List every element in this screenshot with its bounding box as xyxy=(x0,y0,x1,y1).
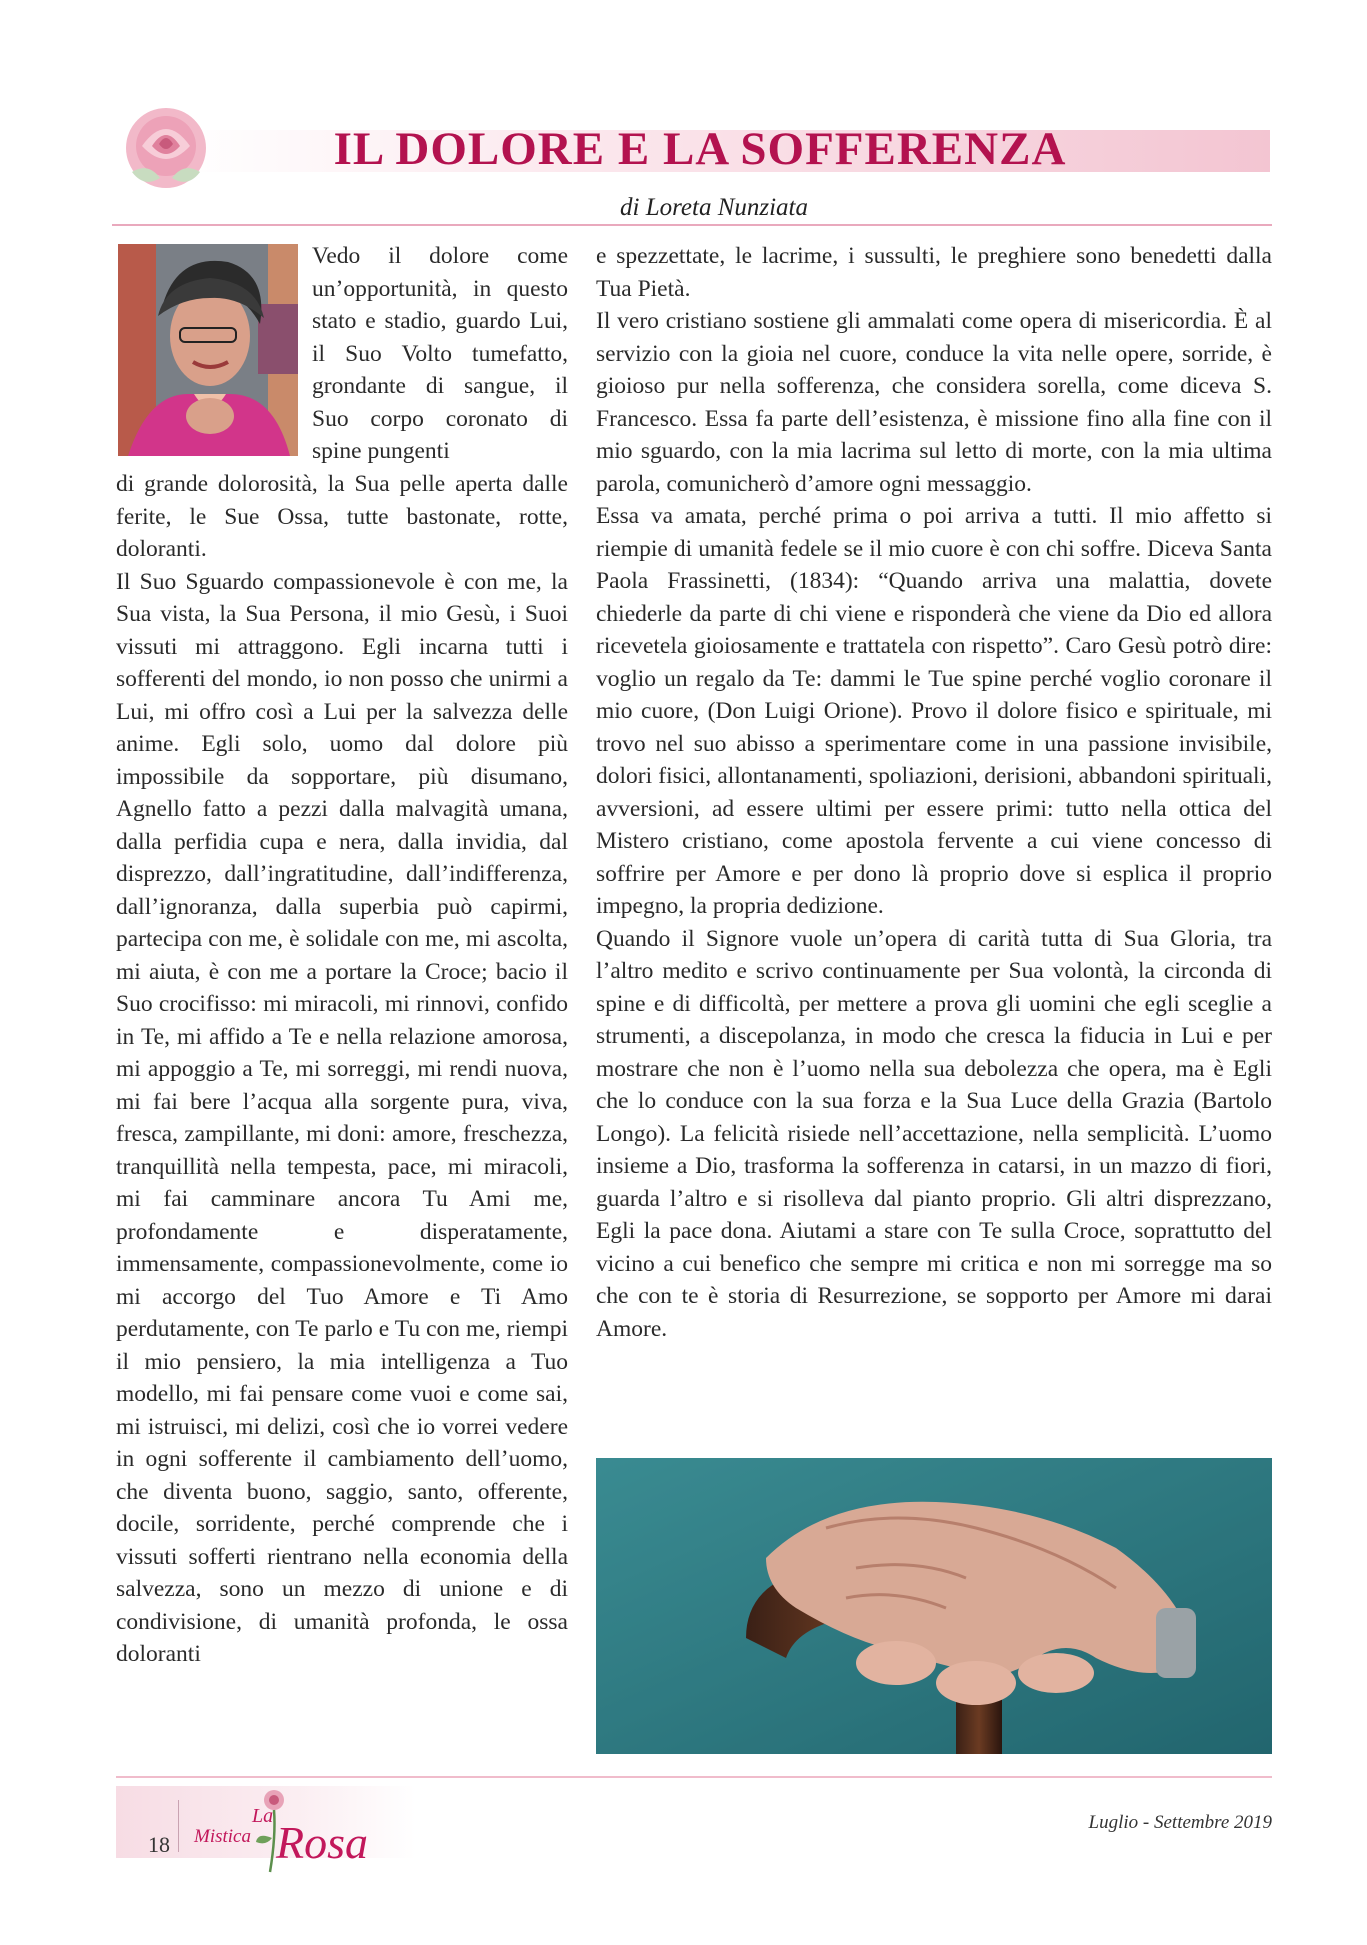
paragraph: di grande dolorosità, la Sua pelle aperta dalle ferite, le Sue Ossa, tutte bastonate, rotte, doloranti. xyxy=(116,471,568,562)
paragraph: Il vero cristiano sostiene gli ammalati come opera di misericordia. È al servizio con la gioia nel cuore, conduce la vita nelle opere, sorride, è gioioso pur nella sofferenza, che considera sorella, come diceva S. Francesco. Essa fa parte dell’esistenza, è missione fino alla fine con il mio sguardo, con la mia lacrima sul letto di morte, con la mia ultima parola, comunicherò d’amore ogni messaggio. xyxy=(596,308,1272,497)
page-number: 18 xyxy=(148,1832,170,1857)
article-column-left xyxy=(116,468,568,1671)
hands-cane-photo xyxy=(596,1458,1272,1754)
logo-la: La xyxy=(252,1805,274,1827)
article-column-right xyxy=(596,240,1272,1345)
issue-date: Luglio - Settembre 2019 xyxy=(1088,1812,1272,1833)
magazine-logo xyxy=(186,1786,426,1876)
paragraph: Vedo il dolore come un’opportunità, in questo stato e stadio, guardo Lui, il Suo Volto tumefatto, grondante di sangue, il Suo corpo coronato di spine pungenti xyxy=(312,243,568,464)
article-column-left-top xyxy=(312,240,568,468)
header-divider xyxy=(112,224,1272,226)
paragraph: Essa va amata, perché prima o poi arriva a tutti. Il mio affetto si riempie di umanità fedele se il mio cuore è con chi soffre. Diceva Santa Paola Frassinetti, (1834): “Quando arriva una malattia, dovete chiederle da parte di chi viene e risponderà che viene da Dio ed allora ricevetela gioiosamente e trattatela con rispetto”. Caro Gesù potrò dire: voglio un regalo da Te: dammi le Tue spine perché voglio coronare il mio cuore, (Don Luigi Orione). Provo il dolore fisico e spirituale, mi trovo nel suo abisso a sperimentare come in una passione invisibile, dolori fisici, allontanamenti, spoliazioni, derisioni, abbandoni spirituali, avversioni, ad essere ultimi per essere primi: tutto nella ottica del Mistero cristiano, come apostola fervente a cui viene concesso di soffrire per Amore e per dono là proprio dove si esplica il proprio impegno, la propria dedizione. xyxy=(596,503,1272,919)
author-photo xyxy=(118,244,298,456)
footer-divider xyxy=(116,1776,1272,1778)
author-byline: di Loreta Nunziata xyxy=(620,194,808,221)
paragraph: Quando il Signore vuole un’opera di carità tutta di Sua Gloria, tra l’altro medito e scrivo continuamente per Sua volontà, la circonda di spine e di difficoltà, per mettere a prova gli uomini che egli sceglie a strumenti, a discepolanza, in modo che cresca la fiducia in Lui e per mostrare che non è l’uomo nella sua debolezza che opera, ma è Egli che lo conduce con la sua forza e la Sua Luce della Grazia (Bartolo Longo). La felicità risiede nell’accettazione, nella semplicità. L’uomo insieme a Dio, trasforma la sofferenza in catarsi, in un mazzo di fiori, guarda l’altro e si risolleva dal pianto proprio. Gli altri disprezzano, Egli la pace dona. Aiutami a stare con Te sulla Croce, soprattutto del vicino a cui benefico che sempre mi critica e non mi sorregge ma so che con te è storia di Resurrezione, se sopporto per Amore mi darai Amore. xyxy=(596,925,1272,1342)
logo-mistica: Mistica xyxy=(194,1826,251,1847)
footer-separator xyxy=(178,1800,179,1852)
paragraph: e spezzettate, le lacrime, i sussulti, le preghiere sono benedetti dalla Tua Pietà. xyxy=(596,243,1272,302)
logo-rosa: Rosa xyxy=(276,1817,368,1868)
paragraph: Il Suo Sguardo compassionevole è con me, la Sua vista, la Sua Persona, il mio Gesù, i Suoi vissuti mi attraggono. Egli incarna tutti i sofferenti del mondo, io non posso che unirmi a Lui, mi offro così a Lui per la salvezza delle anime. Egli solo, uomo dal dolore più impossibile da sopportare, più disumano, Agnello fatto a pezzi dalla malvagità umana, dalla perfidia cupa e nera, dalla invidia, dal disprezzo, dall’ingratitudine, dall’indifferenza, dall’ignoranza, dalla superbia può capirmi, partecipa con me, è solidale con me, mi ascolta, mi aiuta, è con me a portare la Croce; bacio il Suo crocifisso: mi miracoli, mi rinnovi, confido in Te, mi affido a Te e nella relazione amorosa, mi appoggio a Te, mi sorreggi, mi rendi nuova, mi fai bere l’acqua alla sorgente pura, viva, fresca, zampillante, mi doni: amore, freschezza, tranquillità nella tempesta, pace, mi miracoli, mi fai camminare ancora Tu Ami me, profondamente e disperatamente, immensamente, compassionevolmente, come io mi accorgo del Tuo Amore e Ti Amo perdutamente, con Te parlo e Tu con me, riempi il mio pensiero, la mia intelligenza a Tuo modello, mi fai pensare come vuoi e come sai, mi istruisci, mi delizi, così che io vorrei vedere in ogni sofferente il cambiamento dell’uomo, che diventa buono, saggio, santo, offerente, docile, sorridente, perché comprende che i vissuti sofferti rientrano nella economia della salvezza, sono un mezzo di unione e di condivisione, di umanità profonda, le ossa doloranti xyxy=(116,568,568,1667)
page-title: IL DOLORE E LA SOFFERENZA xyxy=(333,123,1067,175)
